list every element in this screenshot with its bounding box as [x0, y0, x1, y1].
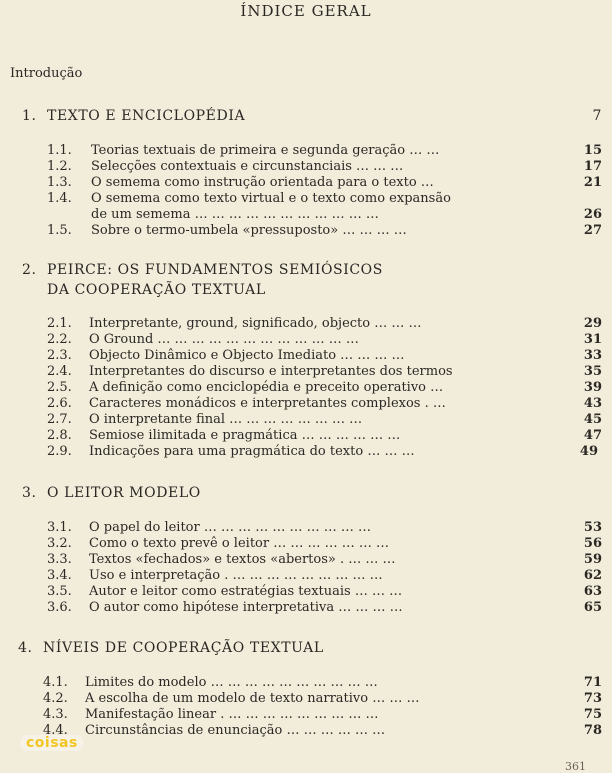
chapter-number: 4. — [18, 640, 33, 656]
page-title: ÍNDICE GERAL — [240, 2, 372, 20]
chapter-3 — [22, 485, 602, 505]
chapter-title: O LEITOR MODELO — [47, 485, 201, 501]
document-page: ÍNDICE GERAL Introdução 1. TEXTO E ENCICLOPÉDIA 7 1.1. Teorias textuais de primeira e segunda geração … … 15 1.2. Selecções contextuais e circunstanciais … … … 17 1.3. O semema como instrução orientada para o texto … 21 1.4. O semema como texto virtual e o texto como expansão de um semema … … … … … … … … … … … 26 1.5. Sobre o termo-umbela «pressuposto» … … … … 27 2. PEIRCE: OS FUNDAMENTOS SEMIÓSICOS DA COOPERAÇÃO TEXTUAL 2.1. Interpretante, ground, significado, objecto … … … 29 2.2. O Ground … … … … … … … … … … … … 31 2.3. Objecto Dinâmico e Objecto Imediato … … … … 33 2.4. Interpretantes do discurso e interpretantes dos termos 35 2.5. A definição como enciclopédia e preceito operativo … 39 2.6. Caracteres monádicos e interpretantes complexos . … 43 2.7. O interpretante final … … … … … … … … 45 2.8. Semiose ilimitada e pragmática … … … … … … 47 2.9. Indicações para uma pragmática do texto … … … 49 3. O LEITOR MODELO 3.1. O papel do leitor … … … … … … … … … … 53 3.2. Como o texto prevê o leitor … … … … … … … 56 3.3. Textos «fechados» e textos «abertos» . … … … 59 3.4. Uso e interpretação . … … … … … … … … … 62 3.5. Autor e leitor como estratégias textuais … … … 63 3.6. O autor como hipótese interpretativa … … … … 65 4. NÍVEIS DE COOPERAÇÃO TEXTUAL 4.1. Limites do modelo … … … … … … … … … … 71 4.2. A escolha de um modelo de texto narrativo … … … 73 4.3. Manifestação linear . … … … … … … … … … 75 4.4. Circunstâncias de enunciação … … … … … … 78 coisas 361 — [0, 0, 612, 768]
chapter-title: PEIRCE: OS FUNDAMENTOS SEMIÓSICOS — [47, 262, 383, 278]
chapter-title: NÍVEIS DE COOPERAÇÃO TEXTUAL — [43, 640, 324, 656]
chapter-number: 1. — [22, 108, 37, 124]
chapter-4 — [18, 640, 602, 660]
chapter-page: 7 — [592, 108, 602, 124]
chapter-2 — [22, 262, 602, 302]
chapter-number: 2. — [22, 262, 37, 278]
chapter-title-line-2: DA COOPERAÇÃO TEXTUAL — [47, 282, 266, 298]
chapter-1 — [22, 108, 602, 128]
intro-entry: Introdução — [10, 66, 83, 81]
footer-page-number: 361 — [565, 760, 586, 773]
chapter-title: TEXTO E ENCICLOPÉDIA — [47, 108, 246, 124]
chapter-number: 3. — [22, 485, 37, 501]
watermark-logo: coisas — [20, 735, 84, 751]
